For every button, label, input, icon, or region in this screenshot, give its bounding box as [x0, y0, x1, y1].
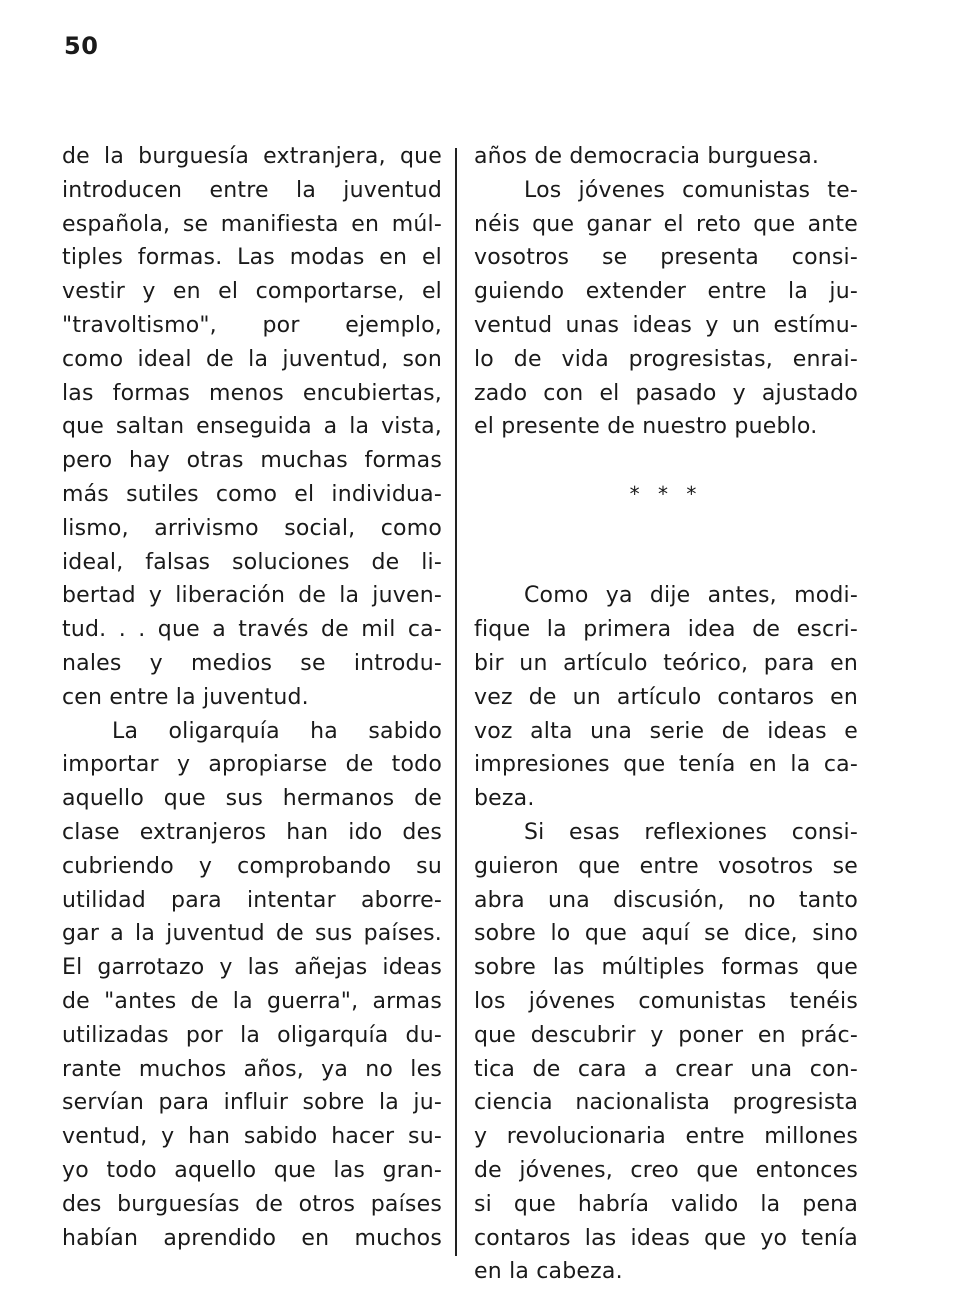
text-line: vez de un artículo contaros en: [474, 684, 858, 710]
blank-line: [474, 512, 858, 546]
text-line: des burguesías de otros países: [62, 1191, 442, 1217]
text-line: de la burguesía extranjera, que: [62, 144, 442, 169]
right-column-part-2: [474, 579, 858, 1289]
text-line: ventud unas ideas y un estímu-: [474, 312, 858, 338]
text-line: cen entre la juventud.: [62, 684, 309, 710]
text-line: tud. . . que a través de mil ca-: [62, 617, 442, 643]
text-line: lo de vida progresistas, enrai-: [474, 346, 858, 372]
text-line: beza.: [474, 786, 535, 812]
text-line: que saltan enseguida a la vista,: [62, 414, 442, 440]
text-line: pero hay otras muchas formas: [62, 448, 442, 474]
text-line: El garrotazo y las añejas ideas: [62, 955, 442, 981]
text-line: bir un artículo teórico, para en: [474, 650, 858, 676]
text-line: de jóvenes, creo que entonces: [474, 1157, 858, 1183]
text-line: "travoltismo", por ejemplo,: [62, 312, 442, 338]
text-line: zado con el pasado y ajustado: [474, 380, 858, 406]
right-column-part-1: [474, 140, 858, 444]
text-line: tiples formas. Las modas en el: [62, 245, 442, 271]
blank-line: [474, 444, 858, 478]
text-line: vestir y en el comportarse, el: [62, 279, 442, 305]
text-line: néis que ganar el reto que ante: [474, 211, 858, 237]
text-line: las formas menos encubiertas,: [62, 380, 442, 406]
text-line: habían aprendido en muchos: [62, 1225, 442, 1251]
text-line: clase extranjeros han ido des: [62, 819, 442, 845]
text-line: guiendo extender entre la ju-: [474, 279, 858, 305]
text-line: los jóvenes comunistas tenéis: [474, 988, 858, 1014]
text-line: rante muchos años, ya no les: [62, 1056, 442, 1082]
text-line: Los jóvenes comunistas te-: [524, 177, 858, 203]
text-line: si que habría valido la pena: [474, 1191, 858, 1217]
text-line: cubriendo y comprobando su: [62, 853, 442, 879]
text-line: impresiones que tenía en la ca-: [474, 752, 858, 778]
text-line: voz alta una serie de ideas e: [474, 718, 858, 744]
text-line: abra una discusión, no tanto: [474, 887, 858, 913]
text-line: contaros las ideas que yo tenía: [474, 1225, 858, 1251]
text-line: introducen entre la juventud: [62, 177, 442, 203]
text-line: yo todo aquello que las gran-: [62, 1157, 442, 1183]
right-column: [474, 140, 858, 1289]
text-line: utilizadas por la oligarquía du-: [62, 1022, 442, 1048]
text-line: lismo, arrivismo social, como: [62, 515, 442, 541]
text-line: sobre las múltiples formas que: [474, 955, 858, 981]
text-line: Como ya dije antes, modi-: [524, 583, 858, 609]
blank-line: [474, 546, 858, 580]
text-line: utilidad para intentar aborre-: [62, 887, 442, 913]
text-line: años de democracia burguesa.: [474, 144, 820, 169]
text-line: importar y apropiarse de todo: [62, 752, 442, 778]
text-line: ventud, y han sabido hacer su-: [62, 1124, 442, 1150]
text-line: nales y medios se introdu-: [62, 650, 442, 676]
text-line: La oligarquía ha sabido: [112, 718, 442, 744]
text-line: aquello que sus hermanos de: [62, 786, 442, 812]
text-line: y revolucionaria entre millones: [474, 1124, 858, 1150]
text-line: fique la primera idea de escri-: [474, 617, 858, 643]
text-line: bertad y liberación de la juven-: [62, 583, 442, 609]
text-line: vosotros se presenta consi-: [474, 245, 858, 271]
text-line: tica de cara a crear una con-: [474, 1056, 858, 1082]
text-line: como ideal de la juventud, son: [62, 346, 442, 372]
left-column: [62, 140, 442, 1255]
text-line: ciencia nacionalista progresista: [474, 1090, 858, 1116]
text-line: española, se manifiesta en múl-: [62, 211, 442, 237]
text-line: que descubrir y poner en prác-: [474, 1022, 858, 1048]
text-line: ideal, falsas soluciones de li-: [62, 549, 442, 575]
text-line: guieron que entre vosotros se: [474, 853, 858, 879]
text-line: de "antes de la guerra", armas: [62, 988, 442, 1014]
text-line: el presente de nuestro pueblo.: [474, 414, 818, 440]
text-line: más sutiles como el individua-: [62, 481, 442, 507]
text-line: servían para influir sobre la ju-: [62, 1090, 442, 1116]
text-line: Si esas reflexiones consi-: [524, 819, 858, 845]
text-line: gar a la juventud de sus países.: [62, 921, 442, 947]
text-line: sobre lo que aquí se dice, sino: [474, 921, 858, 947]
section-separator: * * *: [629, 481, 703, 506]
page-number: 50: [64, 32, 99, 60]
text-line: en la cabeza.: [474, 1259, 623, 1285]
column-divider: [455, 148, 457, 1256]
